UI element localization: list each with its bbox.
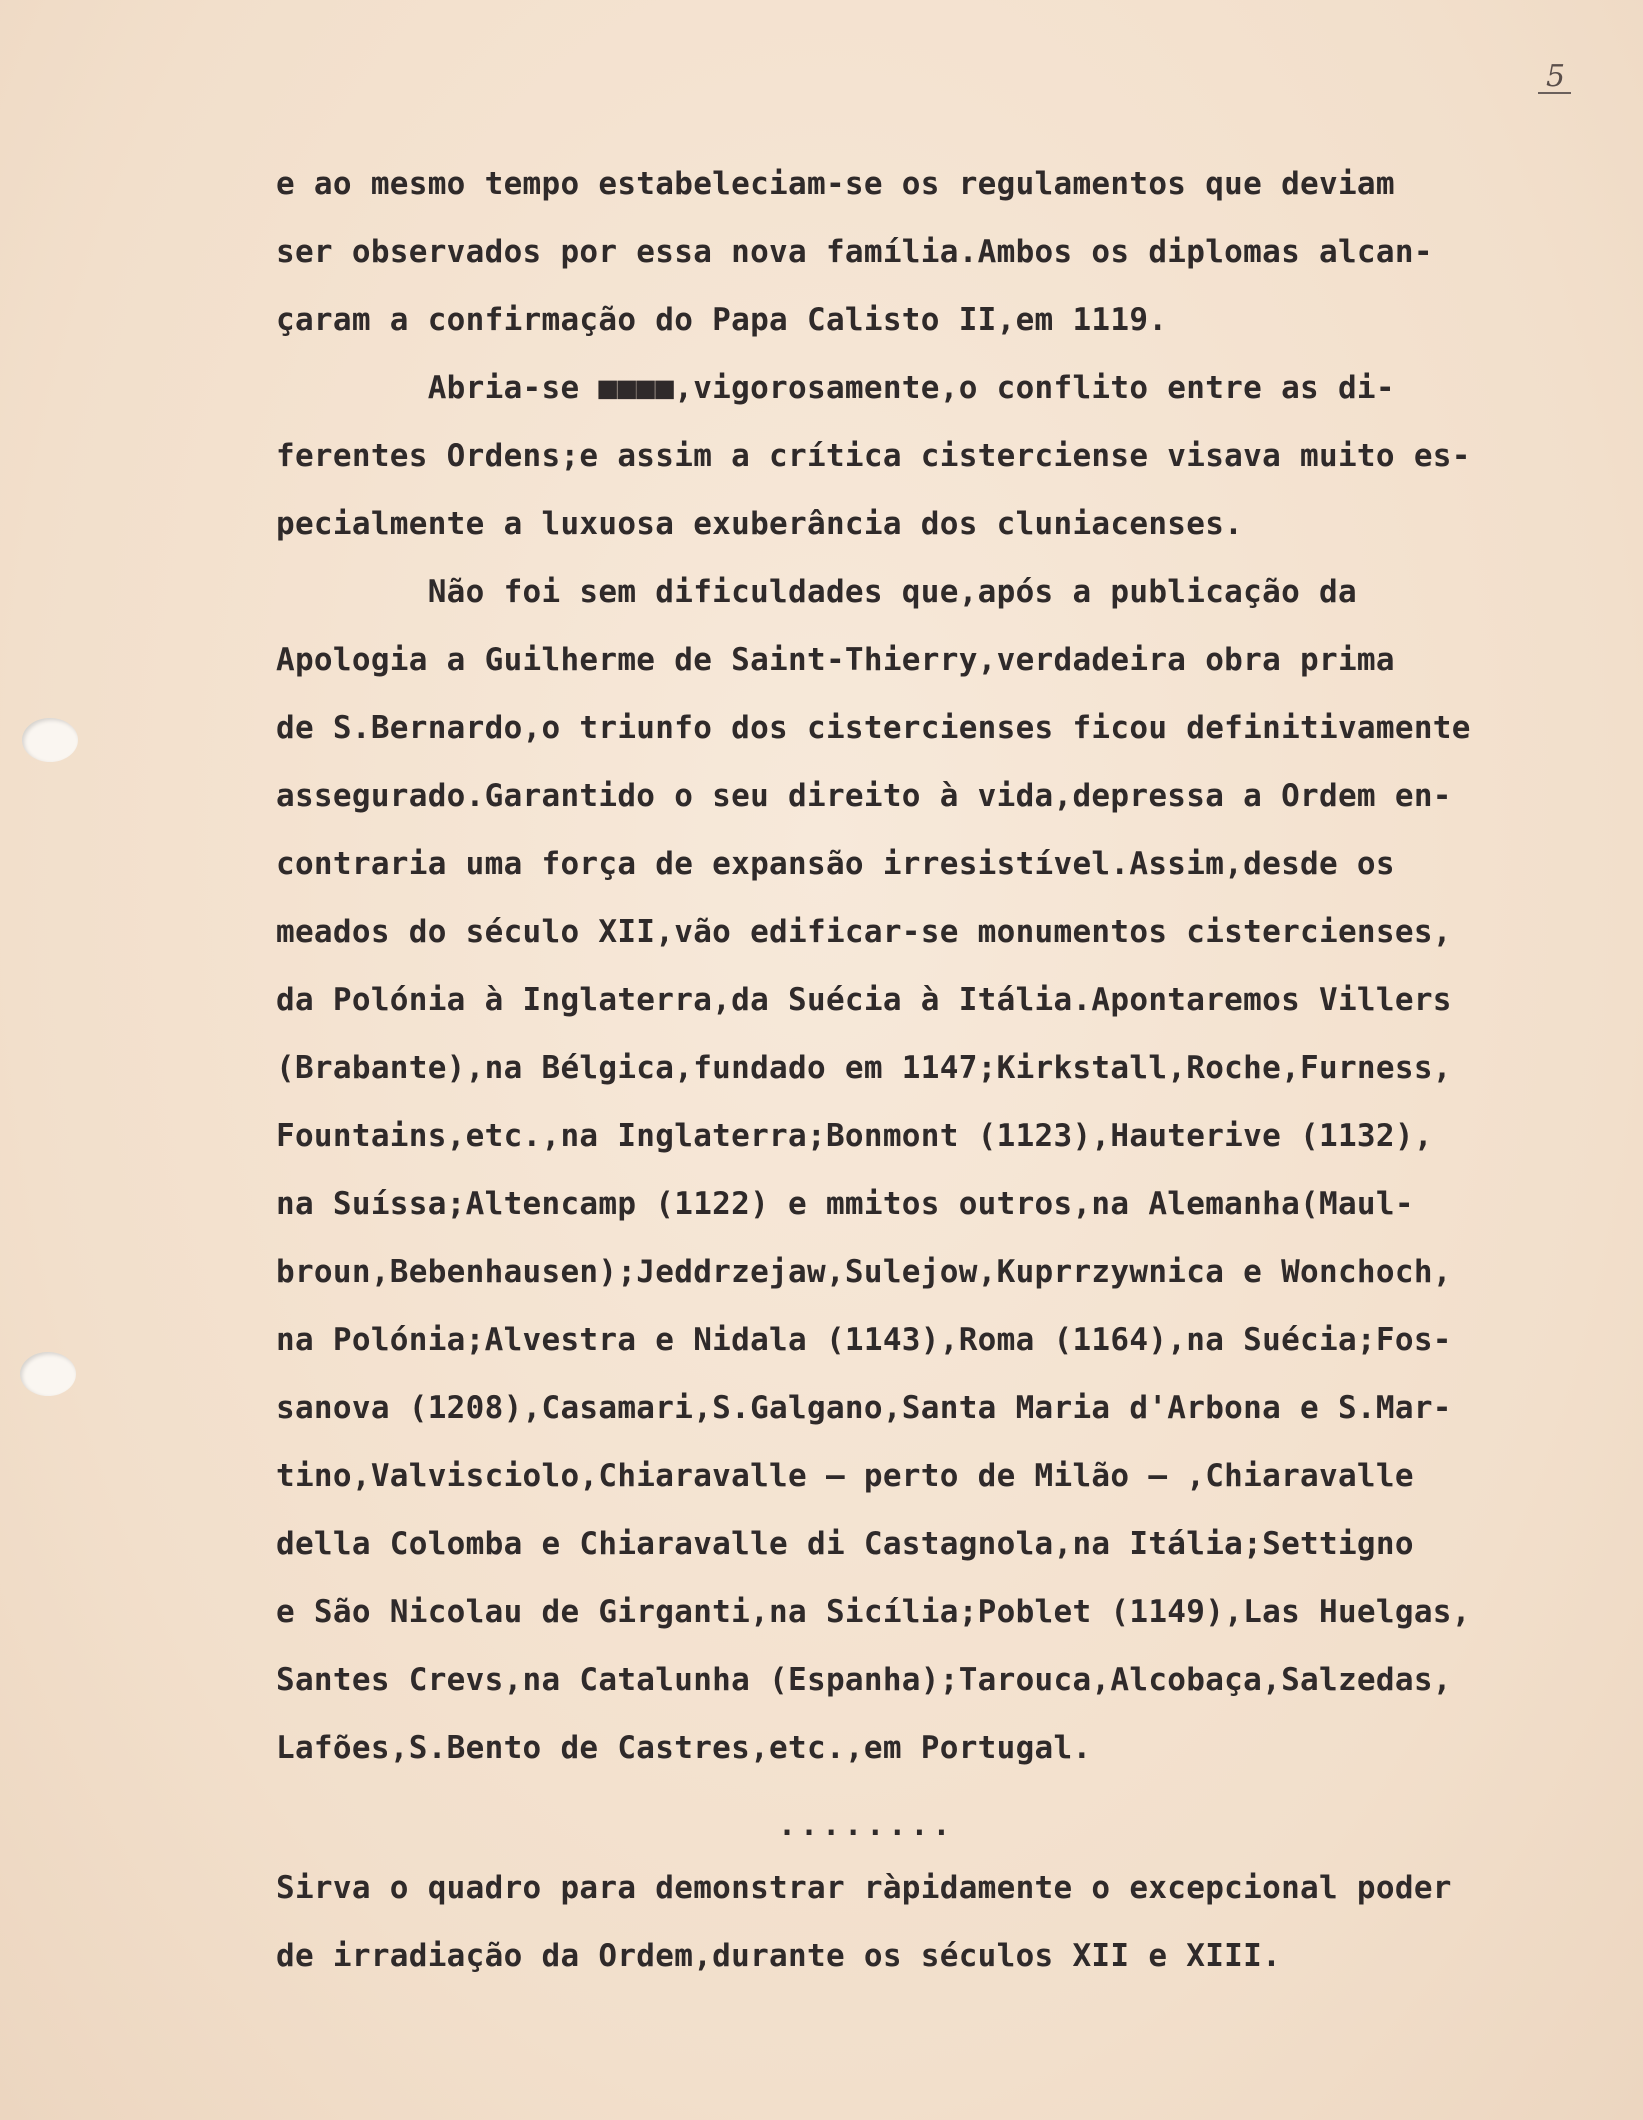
text-line: da Polónia à Inglaterra,da Suécia à Itália.Apontaremos Villers (276, 982, 1452, 1018)
text-line: na Suíssa;Altencamp (1122) e mmitos outros,na Alemanha(Maul- (276, 1186, 1414, 1222)
text-line: tino,Valvisciolo,Chiaravalle — perto de Milão — ,Chiaravalle (276, 1458, 1414, 1494)
text-line: e São Nicolau de Girganti,na Sicília;Poblet (1149),Las Huelgas, (276, 1594, 1471, 1630)
text-line: de S.Bernardo,o triunfo dos cistercienses ficou definitivamente (276, 710, 1471, 746)
text-line: della Colomba e Chiaravalle di Castagnola,na Itália;Settigno (276, 1526, 1414, 1562)
text-line: (Brabante),na Bélgica,fundado em 1147;Kirkstall,Roche,Furness, (276, 1050, 1452, 1086)
text-line: Não foi sem dificuldades que,após a publicação da (276, 574, 1357, 610)
closing-line: Sirva o quadro para demonstrar ràpidamente o excepcional poder (276, 1870, 1452, 1906)
punch-hole (20, 1352, 76, 1396)
text-line: Santes Crevs,na Catalunha (Espanha);Tarouca,Alcobaça,Salzedas, (276, 1662, 1452, 1698)
text-line: Abria-se ■■■■,vigorosamente,o conflito entre as di- (276, 370, 1395, 406)
text-line: sanova (1208),Casamari,S.Galgano,Santa Maria d'Arbona e S.Mar- (276, 1390, 1452, 1426)
text-line: ser observados por essa nova família.Ambos os diplomas alcan- (276, 234, 1433, 270)
text-line: ferentes Ordens;e assim a crítica cisterciense visava muito es- (276, 438, 1471, 474)
punch-hole (22, 718, 78, 762)
section-separator: ........ (778, 1808, 955, 1843)
text-line: Lafões,S.Bento de Castres,etc.,em Portugal. (276, 1730, 1092, 1766)
text-line: Fountains,etc.,na Inglaterra;Bonmont (1123),Hauterive (1132), (276, 1118, 1433, 1154)
text-line: contraria uma força de expansão irresistível.Assim,desde os (276, 846, 1395, 882)
text-line: broun,Bebenhausen);Jeddrzejaw,Sulejow,Kuprrzywnica e Wonchoch, (276, 1254, 1452, 1290)
page-number: 5 (1538, 62, 1571, 94)
text-line: pecialmente a luxuosa exuberância dos cluniacenses. (276, 506, 1244, 542)
text-line: meados do século XII,vão edificar-se monumentos cistercienses, (276, 914, 1452, 950)
text-line: çaram a confirmação do Papa Calisto II,em 1119. (276, 302, 1168, 338)
text-line: assegurado.Garantido o seu direito à vida,depressa a Ordem en- (276, 778, 1452, 814)
text-line: e ao mesmo tempo estabeleciam-se os regulamentos que deviam (276, 166, 1395, 202)
text-line: na Polónia;Alvestra e Nidala (1143),Roma (1164),na Suécia;Fos- (276, 1322, 1452, 1358)
closing-line: de irradiação da Ordem,durante os séculos XII e XIII. (276, 1938, 1282, 1974)
text-line: Apologia a Guilherme de Saint-Thierry,verdadeira obra prima (276, 642, 1395, 678)
